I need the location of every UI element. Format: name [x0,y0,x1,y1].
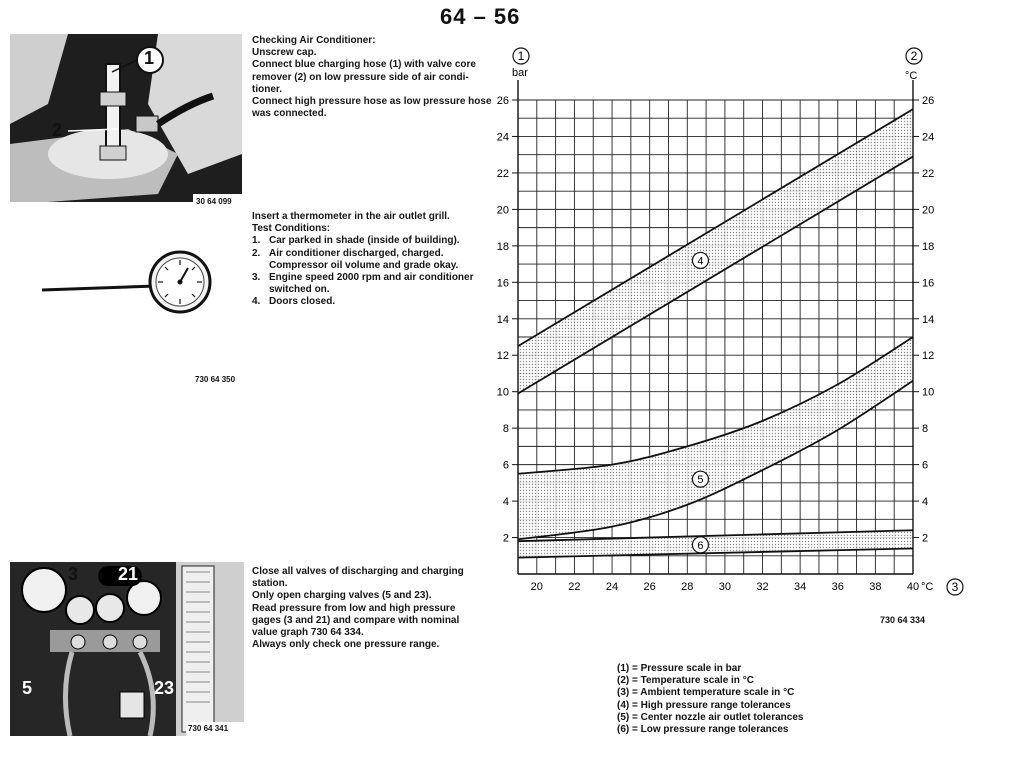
condition-item-continued: switched on. [269,284,330,296]
callout-5: 5 [22,678,33,698]
x-tick-label: 22 [568,581,581,593]
checking-line: remover (2) on low pressure side of air condi- [252,71,469,83]
left-tick-label: 20 [496,204,509,217]
left-tick-label: 12 [496,350,509,363]
left-axis-unit: bar [512,67,528,79]
right-axis-unit: °C [905,70,918,82]
checking-line: Connect blue charging hose (1) with valve core [252,59,476,71]
left-tick-label: 24 [496,131,509,144]
band-6-label: 6 [697,539,704,552]
right-tick-label: 8 [922,423,929,436]
condition-item-continued: Compressor oil volume and grade okay. [269,259,459,271]
x-axis-unit: °C [921,581,934,593]
right-tick-label: 20 [922,204,935,217]
x-axis-marker-number: 3 [951,580,959,594]
checking-title: Checking Air Conditioner: [252,35,376,46]
right-tick-label: 18 [922,240,935,253]
right-tick-label: 10 [922,386,935,399]
reading-line: Always only check one pressure range. [252,639,440,651]
legend-item: (4) = High pressure range tolerances [617,699,791,711]
band-4-lower-line [518,157,913,394]
test-conditions-title: Test Conditions: [252,223,331,235]
legend-item: (2) = Temperature scale in °C [617,675,754,687]
left-tick-label: 22 [496,167,509,180]
checking-line: Unscrew cap. [252,47,317,59]
left-axis-marker-number: 1 [517,49,525,63]
right-tick-label: 12 [922,350,935,363]
condition-item: 1. Car parked in shade (inside of building). [252,235,460,247]
reading-line: gages (3 and 21) and compare with nominal [252,614,460,626]
chart-legend [617,663,803,736]
left-tick-label: 10 [496,386,509,399]
reading-line: Only open charging valves (5 and 23). [252,590,432,602]
x-tick-label: 32 [756,581,769,593]
x-tick-label: 38 [869,581,882,593]
left-tick-label: 6 [502,459,509,472]
legend-item: (5) = Center nozzle air outlet tolerances [617,711,804,723]
callout-1: 1 [144,48,155,68]
left-tick-label: 26 [496,95,509,107]
figure-code-730-64-350: 730 64 350 [195,375,236,384]
left-tick-label: 2 [502,532,509,545]
chart-bands [518,109,913,557]
callout-21: 21 [118,564,139,584]
right-tick-label: 4 [922,496,929,509]
reading-line: Read pressure from low and high pressure [252,602,456,614]
left-tick-label: 14 [496,313,509,326]
callout-23: 23 [154,678,175,698]
checking-line: Connect high pressure hose as low pressure hose [252,96,492,108]
callout-2: 2 [52,120,63,140]
right-tick-label: 26 [922,95,935,107]
reading-line: station. [252,578,288,590]
x-tick-label: 20 [530,581,543,593]
band-5-label: 5 [697,474,704,487]
thermometer-intro: Insert a thermometer in the air outlet grill. [252,211,450,222]
condition-item: 2. Air conditioner discharged, charged. [252,247,444,259]
page-number: 64 – 56 [440,4,521,29]
band-4-label: 4 [697,255,704,268]
x-tick-label: 40 [906,581,920,593]
x-tick-label: 34 [794,581,807,593]
legend-item: (1) = Pressure scale in bar [617,663,742,674]
condition-item: 4. Doors closed. [252,296,336,308]
right-tick-label: 6 [922,459,929,472]
checking-line: was connected. [252,108,327,120]
legend-item: (3) = Ambient temperature scale in °C [617,687,795,699]
figure-code-730-64-334: 730 64 334 [880,615,926,625]
left-tick-label: 16 [496,277,509,290]
x-tick-label: 24 [605,581,619,593]
right-axis-marker-number: 2 [910,49,918,63]
left-tick-label: 18 [496,240,509,253]
figure-code-730-64-341: 730 64 341 [188,724,229,733]
x-tick-label: 36 [831,581,844,593]
x-tick-label: 26 [643,581,656,593]
reading-line: value graph 730 64 334. [252,627,364,639]
x-tick-label: 28 [681,581,694,593]
right-tick-label: 14 [922,313,935,326]
x-tick-label: 30 [718,581,732,593]
checking-line: tioner. [252,83,283,95]
left-tick-label: 4 [502,496,509,509]
figure-code-30-64-099: 30 64 099 [196,197,232,206]
condition-item: 3. Engine speed 2000 rpm and air conditioner [252,272,474,284]
right-tick-label: 16 [922,277,935,290]
legend-item: (6) = Low pressure range tolerances [617,724,789,736]
right-tick-label: 2 [922,532,929,545]
band-4-fill [518,109,913,393]
right-tick-label: 22 [922,167,935,180]
reading-line: Close all valves of discharging and charging [252,566,464,577]
callout-3: 3 [68,564,79,584]
right-tick-label: 24 [922,131,935,144]
left-tick-label: 8 [502,423,509,436]
